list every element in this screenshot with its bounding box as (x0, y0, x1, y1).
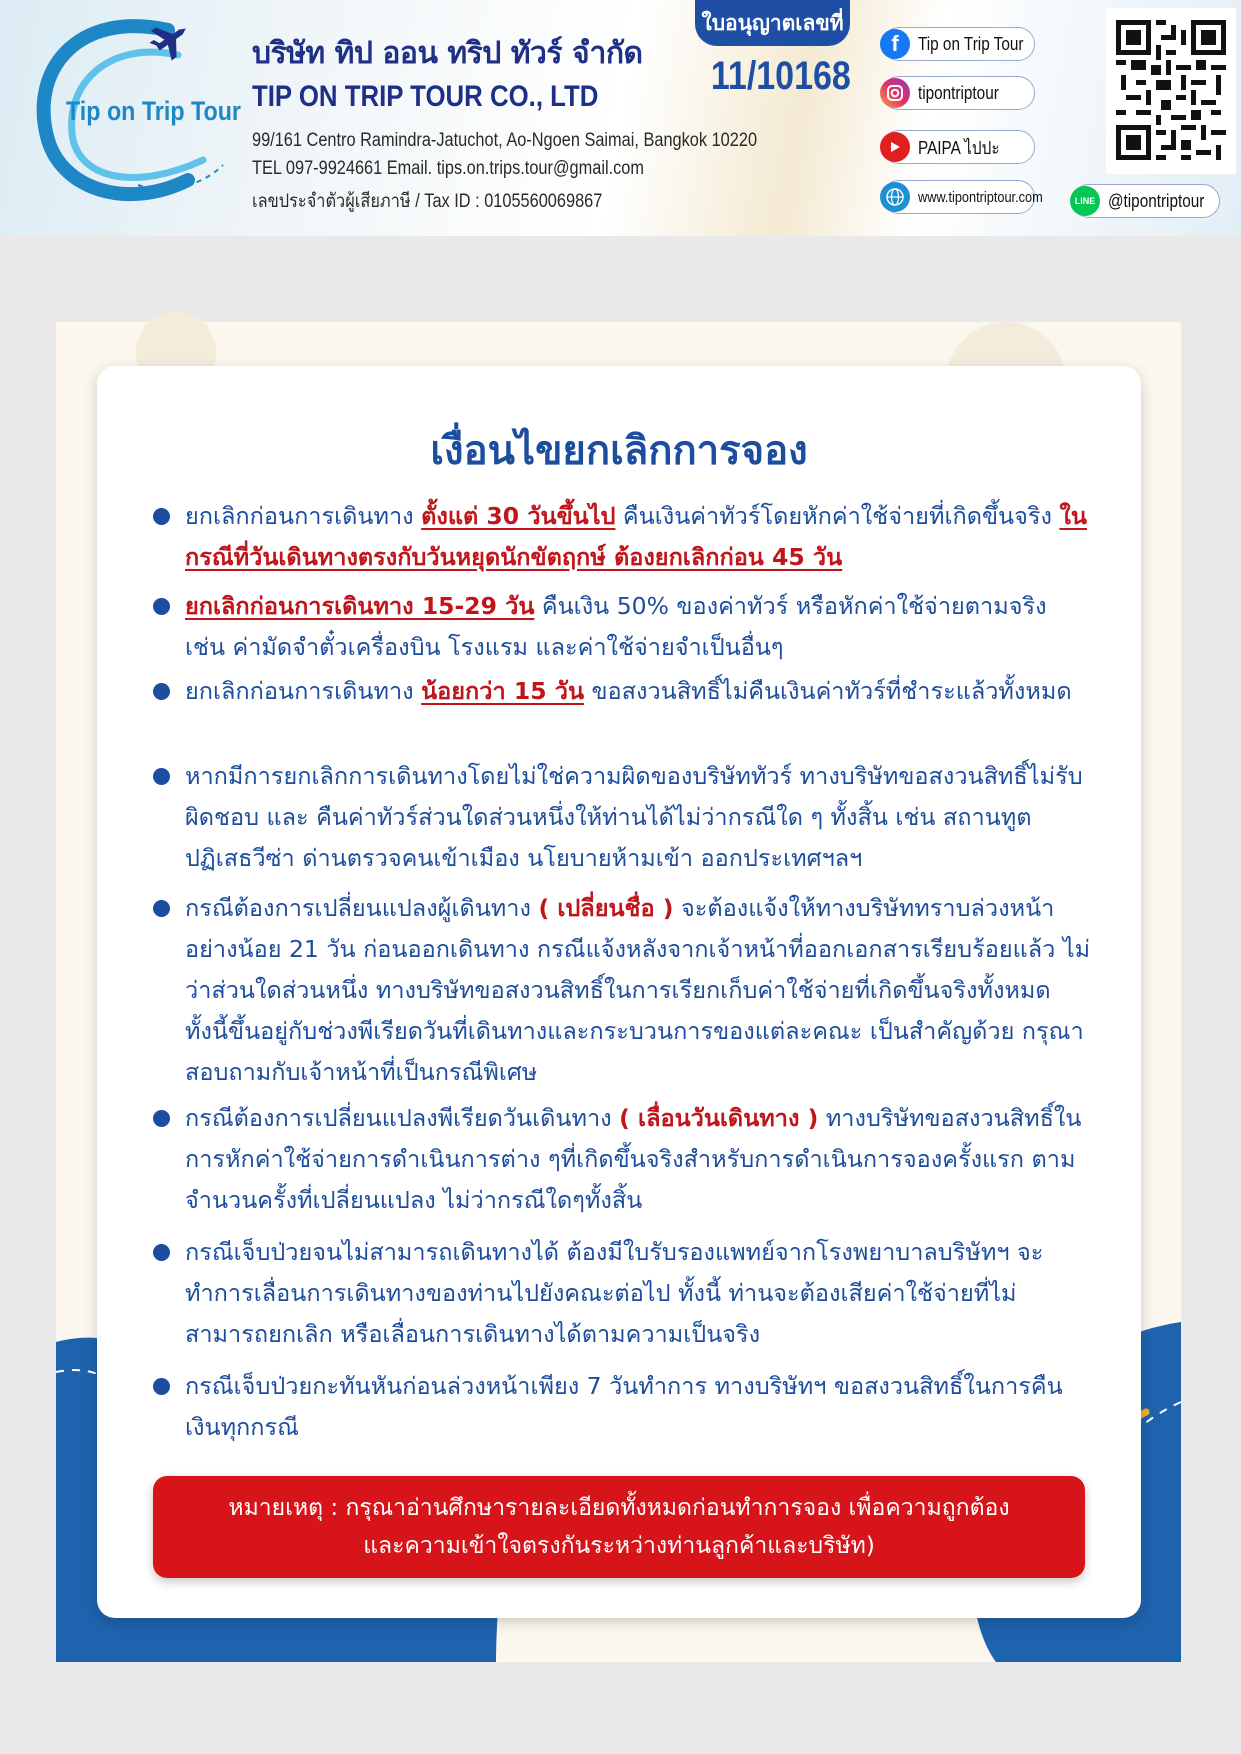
svg-text:Tip on Trip Tour: Tip on Trip Tour (66, 96, 242, 126)
company-contact: TEL 097-9924661 Email. tips.on.trips.tour@gmail.com (252, 158, 644, 179)
body-text: คืนเงิน 50% ของค่าทัวร์ หรือหักค่าใช้จ่ายตามจริง เช่น ค่ามัดจำตั๋วเครื่องบิน โรงแรม และค่าใช้จ่ายจำเป็นอื่นๆ (185, 592, 1047, 661)
bullet-icon (153, 1378, 170, 1395)
body-text: จะต้องแจ้งให้ทางบริษัททราบล่วงหน้า อย่างน้อย 21 วัน ก่อนออกเดินทาง กรณีแจ้งหลังจากเจ้าหน้าที่ออกเอกสารเรียบร้อยแล้ว ไม่ว่าส่วนใดส่วนหนึ่ง ทางบริษัทขอสงวนสิทธิ์ในการเรียกเก็บค่าใช้จ่ายที่เกิดขึ้นจริงทั้งหมด ทั้งนี้ขึ้นอยู่กับช่วงพีเรียดวันที่เดินทางและกระบวนการของแต่ละคณะ เป็นสำคัญด้วย กรุณาสอบถามกับเจ้าหน้าที่เป็นกรณีพิเศษ (185, 894, 1091, 1086)
bullet-icon (153, 900, 170, 917)
letterhead (0, 0, 1241, 236)
page-title: เงื่อนไขยกเลิกการจอง (430, 428, 808, 474)
condition-item (153, 1098, 1093, 1221)
body-text: กรณีเจ็บป่วยจนไม่สามารถเดินทางได้ ต้องมีใบรับรองแพทย์จากโรงพยาบาลบริษัทฯ จะทำการเลื่อนการเดินทางของท่านไปยังคณะต่อไป ทั้งนี้ ท่านจะต้องเสียค่าใช้จ่ายที่ไม่สามารถยกเลิก หรือเลื่อนการเดินทางได้ตามความเป็นจริง (185, 1238, 1044, 1348)
condition-item (153, 671, 1093, 712)
body-text: กรณีต้องการเปลี่ยนแปลงผู้เดินทาง (185, 894, 539, 922)
company-logo (18, 10, 242, 220)
cancellation-panel (56, 322, 1181, 1662)
highlighted-text: ตั้งแต่ 30 วันขึ้นไป (421, 502, 616, 530)
body-text: ยกเลิกก่อนการเดินทาง (185, 502, 422, 530)
instagram-link[interactable]: tipontriptour (882, 76, 1035, 110)
highlighted-text: ยกเลิกก่อนการเดินทาง 15-29 วัน (185, 592, 535, 620)
globe-icon (880, 182, 910, 212)
body-text: หากมีการยกเลิกการเดินทางโดยไม่ใช่ความผิดของบริษัททัวร์ ทางบริษัทขอสงวนสิทธิ์ไม่รับผิดชอบ และ คืนค่าทัวร์ส่วนใดส่วนหนึ่งให้ท่านได้ไม่ว่ากรณีใด ๆ ทั้งสิ้น เช่น สถานทูตปฏิเสธวีซ่า ด่านตรวจคนเข้าเมือง นโยบายห้ามเข้า ออกประเทศฯลฯ (185, 762, 1083, 872)
accent-text: ( เลื่อนวันเดินทาง ) (619, 1104, 819, 1132)
company-address: 99/161 Centro Ramindra-Jatuchot, Ao-Ngoen Saimai, Bangkok 10220 (252, 130, 758, 151)
condition-text (185, 1098, 1093, 1221)
instagram-icon (880, 78, 910, 108)
condition-text (185, 586, 1093, 668)
condition-text (185, 1366, 1093, 1448)
condition-item (153, 496, 1093, 578)
facebook-icon: f (880, 29, 910, 59)
condition-item (153, 1232, 1093, 1355)
bullet-icon (153, 1110, 170, 1127)
note-line: และความเข้าใจตรงกันระหว่างท่านลูกค้าและบริษัท) (363, 1533, 875, 1559)
body-text: คืนเงินค่าทัวร์โดยหักค่าใช้จ่ายที่เกิดขึ้นจริง (615, 502, 1060, 530)
condition-text (185, 671, 1093, 712)
body-text: กรณีเจ็บป่วยกะทันหันก่อนล่วงหน้าเพียง 7 วันทำการ ทางบริษัทฯ ขอสงวนสิทธิ์ในการคืนเงินทุกกรณี (185, 1372, 1063, 1441)
condition-item (153, 756, 1093, 879)
website-link[interactable]: www.tipontriptour.com (882, 180, 1035, 214)
condition-item (153, 888, 1093, 1093)
facebook-link[interactable]: f Tip on Trip Tour (882, 27, 1035, 61)
youtube-icon (880, 132, 910, 162)
note-line: หมายเหตุ : กรุณาอ่านศึกษารายละเอียดทั้งหมดก่อนทำการจอง เพื่อความถูกต้อง (228, 1495, 1010, 1521)
company-tax-id: เลขประจำตัวผู้เสียภาษี / Tax ID : 0105560069867 (252, 191, 603, 212)
bullet-icon (153, 683, 170, 700)
body-text: กรณีต้องการเปลี่ยนแปลงพีเรียดวันเดินทาง (185, 1104, 620, 1132)
bullet-icon (153, 598, 170, 615)
condition-text (185, 756, 1093, 879)
company-name-english: TIP ON TRIP TOUR CO., LTD (252, 80, 599, 113)
highlighted-text: ในกรณีที่วันเดินทางตรงกับวันหยุดนักขัตฤกษ์ ต้องยกเลิกก่อน 45 วัน (185, 502, 1087, 571)
condition-item (153, 1366, 1093, 1448)
body-text: ทางบริษัทขอสงวนสิทธิ์ในการหักค่าใช้จ่ายการดำเนินการต่าง ๆที่เกิดขึ้นจริงสำหรับการดำเนินการจองครั้งแรก ตามจำนวนครั้งที่เปลี่ยนแปลง ไม่ว่ากรณีใดๆทั้งสิ้น (185, 1104, 1082, 1214)
condition-text (185, 496, 1093, 578)
body-text: ยกเลิกก่อนการเดินทาง (185, 677, 422, 705)
condition-text (185, 1232, 1093, 1355)
conditions-card (97, 366, 1141, 1618)
company-name-thai: บริษัท ทิป ออน ทริป ทัวร์ จำกัด (252, 36, 643, 71)
license-number: 11/10168 (710, 54, 851, 98)
condition-text (185, 888, 1093, 1093)
line-icon: LINE (1070, 186, 1100, 216)
accent-text: ( เปลี่ยนชื่อ ) (538, 894, 674, 922)
body-text: ขอสงวนสิทธิ์ไม่คืนเงินค่าทัวร์ที่ชำระแล้วทั้งหมด (584, 677, 1072, 705)
bullet-icon (153, 508, 170, 525)
bullet-icon (153, 1244, 170, 1261)
qr-code (1106, 8, 1236, 174)
condition-item (153, 586, 1093, 668)
license-label: ใบอนุญาตเลขที่ (695, 0, 850, 46)
bullet-icon (153, 768, 170, 785)
youtube-link[interactable]: PAIPA ไปปะ (882, 130, 1035, 164)
note-box (153, 1476, 1085, 1578)
highlighted-text: น้อยกว่า 15 วัน (421, 677, 585, 705)
line-link[interactable]: LINE @tipontriptour (1072, 184, 1220, 218)
